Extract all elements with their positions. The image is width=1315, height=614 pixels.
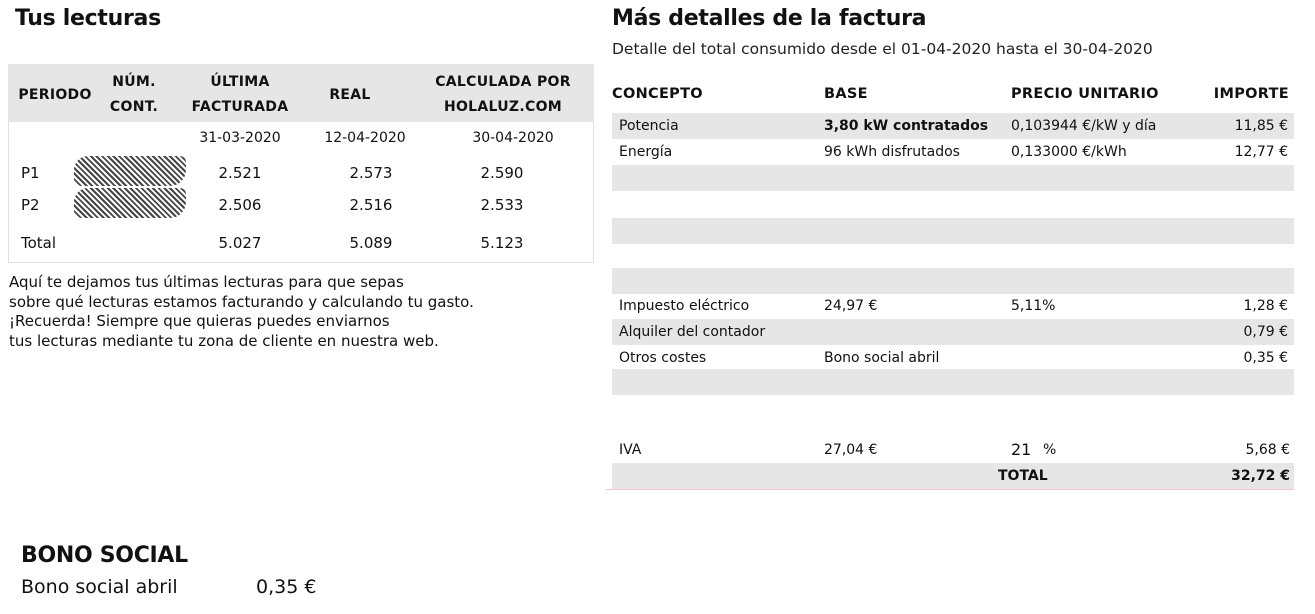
total-value: 32,72 € (1231, 468, 1290, 484)
importe: 12,77 € (1234, 144, 1288, 160)
p2-real: 2.516 (349, 196, 393, 214)
detail-row-impuesto (612, 293, 1294, 319)
divider (606, 489, 1294, 490)
row-label-total: Total (21, 234, 57, 252)
bono-value: 0,35 € (256, 576, 317, 598)
date-ultima: 31-03-2020 (199, 130, 281, 146)
empty-row (612, 369, 1294, 395)
precio: 0,133000 €/kWh (1011, 144, 1127, 160)
iva-pct-sign: % (1043, 442, 1057, 458)
precio: 0,103944 €/kW y día (1011, 118, 1157, 134)
detail-row-potencia (612, 113, 1294, 139)
col-calc-2: HOLALUZ.COM (443, 99, 563, 115)
total-calc: 5.123 (480, 234, 524, 252)
redacted-meter-p1 (74, 156, 186, 186)
col-ultima-2: FACTURADA (191, 99, 289, 115)
detail-row-otros (612, 345, 1294, 371)
col-num-cont-2: CONT. (109, 99, 159, 115)
total-ultima: 5.027 (218, 234, 262, 252)
readings-note: Aquí te dejamos tus últimas lecturas para que sepas sobre qué lecturas estamos facturando y calculando tu gasto. ¡Recuerda! Siempre que quieras puedes enviarnos tus lecturas mediante tu zona de cliente en nuestra web. (9, 273, 474, 350)
importe: 1,28 € (1243, 298, 1288, 314)
importe: 11,85 € (1234, 118, 1288, 134)
base: Bono social abril (824, 350, 940, 366)
detail-row-alquiler (612, 319, 1294, 345)
col-calc-1: CALCULADA POR (435, 74, 571, 90)
concepto: Energía (619, 144, 673, 160)
importe: 0,79 € (1243, 324, 1288, 340)
importe: 5,68 € (1245, 442, 1290, 458)
col-concepto: CONCEPTO (612, 86, 703, 102)
date-real: 12-04-2020 (324, 130, 406, 146)
total-row (612, 463, 1294, 489)
col-num-cont-1: NÚM. (112, 74, 156, 90)
col-ultima-1: ÚLTIMA (210, 74, 270, 90)
row-label-p1: P1 (21, 164, 40, 182)
bono-label: Bono social abril (21, 576, 178, 598)
base: 96 kWh disfrutados (824, 144, 960, 160)
col-real: REAL (329, 87, 371, 103)
base: 27,04 € (824, 442, 878, 458)
concepto: Potencia (619, 118, 679, 134)
empty-row (612, 218, 1294, 244)
readings-title: Tus lecturas (15, 6, 161, 31)
base: 3,80 kW contratados (824, 118, 989, 134)
details-subtitle: Detalle del total consumido desde el 01-04-2020 hasta el 30-04-2020 (612, 40, 1153, 58)
precio: 5,11% (1011, 298, 1056, 314)
redacted-meter-p2 (74, 188, 186, 218)
total-real: 5.089 (349, 234, 393, 252)
p1-real: 2.573 (349, 164, 393, 182)
p2-ultima: 2.506 (218, 196, 262, 214)
col-periodo: PERIODO (18, 87, 92, 103)
col-precio: PRECIO UNITARIO (1011, 86, 1159, 102)
concepto: Impuesto eléctrico (619, 298, 750, 314)
total-label: TOTAL (998, 468, 1048, 484)
importe: 0,35 € (1243, 350, 1288, 366)
iva-pct: 21 (1011, 440, 1032, 459)
date-calc: 30-04-2020 (472, 130, 554, 146)
detail-row-energia (612, 139, 1294, 165)
empty-row (612, 268, 1294, 294)
detail-row-iva (612, 437, 1294, 463)
empty-row (612, 165, 1294, 191)
bono-title: BONO SOCIAL (21, 543, 188, 568)
concepto: IVA (619, 442, 642, 458)
p2-calc: 2.533 (480, 196, 524, 214)
base: 24,97 € (824, 298, 878, 314)
col-base: BASE (824, 86, 868, 102)
p1-ultima: 2.521 (218, 164, 262, 182)
p1-calc: 2.590 (480, 164, 524, 182)
row-label-p2: P2 (21, 196, 40, 214)
concepto: Alquiler del contador (619, 324, 766, 340)
col-importe: IMPORTE (1213, 86, 1289, 102)
details-title: Más detalles de la factura (612, 6, 927, 31)
concepto: Otros costes (619, 350, 707, 366)
